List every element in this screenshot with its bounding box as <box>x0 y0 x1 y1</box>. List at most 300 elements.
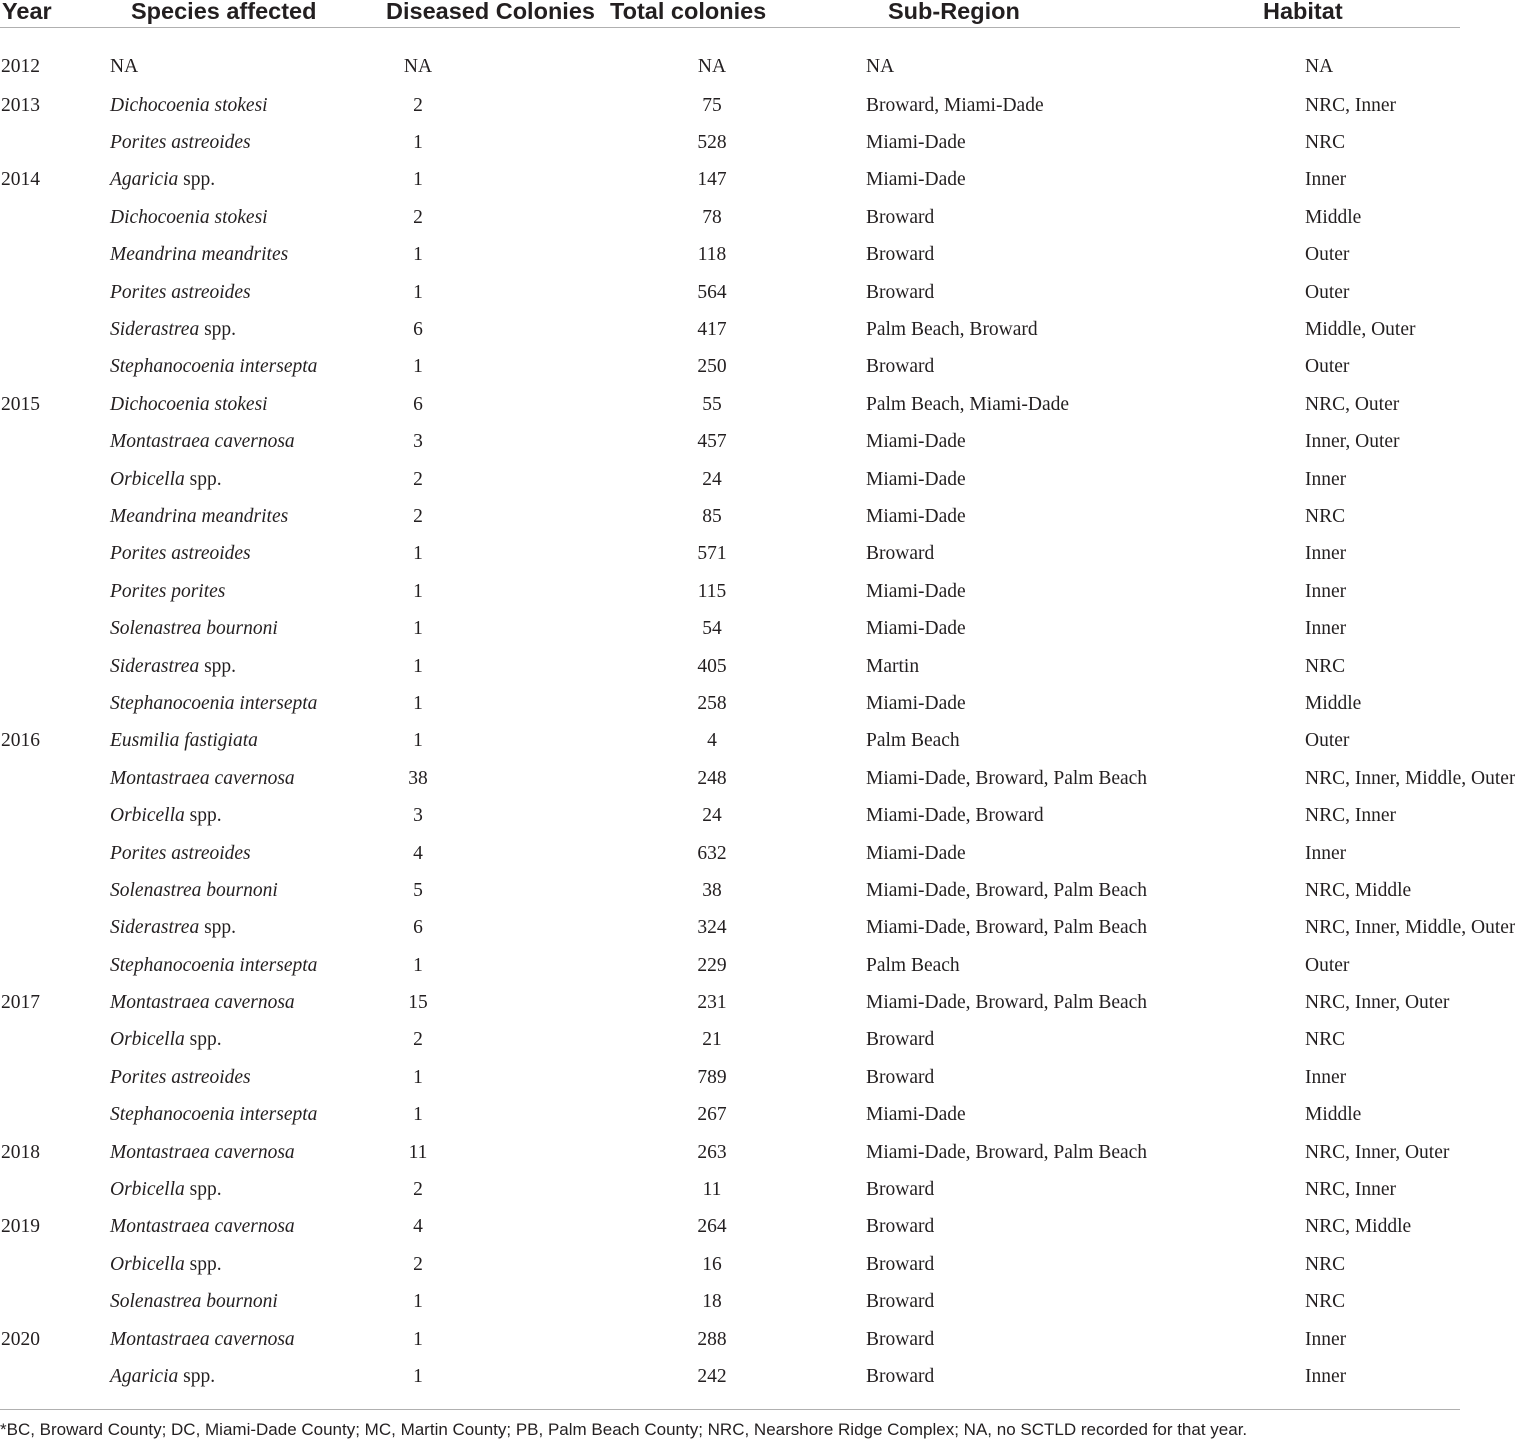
species-name: Porites astreoides <box>110 543 251 565</box>
species-name: Dichocoenia stokesi <box>110 94 268 116</box>
species-suffix: NA <box>110 56 139 77</box>
table-row <box>0 573 1460 610</box>
species-name: Meandrina meandrites <box>110 244 289 266</box>
cell-species <box>110 835 329 872</box>
cell-species <box>110 498 329 535</box>
cell-total-colonies: 38 <box>702 879 722 901</box>
cell-total-colonies: 115 <box>697 580 727 602</box>
cell-habitat: Inner <box>1305 580 1347 602</box>
cell-sub-region: Broward, Miami-Dade <box>866 94 1044 116</box>
species-suffix: spp. <box>184 1179 222 1201</box>
table-row <box>0 984 1460 1021</box>
cell-species <box>110 461 329 498</box>
cell-species <box>110 685 329 722</box>
table-row <box>0 648 1460 685</box>
cell-sub-region: Miami-Dade, Broward, Palm Beach <box>866 917 1148 939</box>
cell-diseased-colonies: 3 <box>413 805 423 827</box>
cell-diseased-colonies: 4 <box>413 842 423 864</box>
species-suffix: spp. <box>184 805 222 827</box>
table-row <box>0 910 1460 947</box>
cell-species <box>110 28 329 88</box>
cell-habitat: NRC, Middle <box>1305 1216 1412 1238</box>
table-row <box>0 424 1460 461</box>
cell-species <box>110 1171 329 1208</box>
species-suffix: spp. <box>178 169 216 191</box>
cell-species <box>110 1209 329 1246</box>
cell-diseased-colonies: 6 <box>413 393 423 415</box>
cell-total-colonies: 231 <box>697 992 727 1014</box>
cell-diseased-colonies: 15 <box>408 992 428 1014</box>
species-name: Orbicella <box>110 805 185 827</box>
cell-habitat: Middle <box>1305 1104 1362 1126</box>
cell-habitat: NRC <box>1305 132 1346 154</box>
cell-habitat: Outer <box>1305 954 1350 976</box>
cell-year <box>0 237 110 274</box>
cell-total-colonies: 24 <box>702 805 722 827</box>
cell-species <box>110 872 329 909</box>
cell-habitat: Inner <box>1305 1365 1347 1387</box>
cell-diseased-colonies: 3 <box>413 431 423 453</box>
species-name: Stephanocoenia intersepta <box>110 356 318 378</box>
cell-habitat: NRC, Middle <box>1305 879 1412 901</box>
species-name: Orbicella <box>110 1253 185 1275</box>
cell-sub-region: Broward <box>866 1216 935 1238</box>
table-row <box>0 1022 1460 1059</box>
cell-species <box>110 797 329 834</box>
cell-year: 2014 <box>1 169 40 191</box>
cell-species <box>110 536 329 573</box>
cell-year <box>0 1059 110 1096</box>
cell-habitat: Inner <box>1305 842 1347 864</box>
cell-total-colonies: 78 <box>702 206 722 228</box>
cell-year <box>0 424 110 461</box>
cell-year <box>0 1358 110 1410</box>
cell-diseased-colonies: 1 <box>413 580 423 602</box>
cell-total-colonies: 242 <box>697 1365 727 1387</box>
cell-year <box>0 311 110 348</box>
cell-habitat: NRC <box>1305 655 1346 677</box>
cell-sub-region: Miami-Dade, Broward, Palm Beach <box>866 767 1148 789</box>
cell-sub-region: Martin <box>866 655 920 677</box>
species-name: Stephanocoenia intersepta <box>110 1104 318 1126</box>
species-name: Montastraea cavernosa <box>110 1216 295 1238</box>
cell-year <box>0 124 110 161</box>
cell-habitat: NRC, Outer <box>1305 393 1400 415</box>
cell-sub-region: Broward <box>866 356 935 378</box>
cell-sub-region: Miami-Dade <box>866 505 966 527</box>
cell-diseased-colonies: 1 <box>413 132 423 154</box>
species-name: Montastraea cavernosa <box>110 1328 295 1350</box>
table-row <box>0 1059 1460 1096</box>
header-year: Year <box>0 0 110 28</box>
cell-year <box>0 461 110 498</box>
cell-diseased-colonies: 5 <box>413 879 423 901</box>
cell-total-colonies: 21 <box>702 1029 722 1051</box>
cell-total-colonies: 267 <box>697 1104 727 1126</box>
cell-species <box>110 1059 329 1096</box>
cell-diseased-colonies: 1 <box>413 655 423 677</box>
species-name: Eusmilia fastigiata <box>110 730 258 752</box>
cell-sub-region: Miami-Dade <box>866 842 966 864</box>
cell-year <box>0 1284 110 1321</box>
cell-habitat: NA <box>1305 56 1334 77</box>
cell-sub-region: Palm Beach <box>866 730 960 752</box>
species-name: Solenastrea bournoni <box>110 618 278 640</box>
cell-habitat: Outer <box>1305 281 1350 303</box>
species-name: Siderastrea <box>110 655 200 677</box>
cell-species <box>110 1358 329 1410</box>
species-name: Montastraea cavernosa <box>110 767 295 789</box>
cell-total-colonies: 632 <box>697 842 727 864</box>
table-row <box>0 797 1460 834</box>
cell-species <box>110 274 329 311</box>
species-name: Porites astreoides <box>110 842 251 864</box>
species-suffix: spp. <box>178 1365 216 1387</box>
species-name: Montastraea cavernosa <box>110 992 295 1014</box>
cell-habitat: NRC <box>1305 1291 1346 1313</box>
header-total-colonies: Total colonies <box>607 0 818 28</box>
cell-habitat: Inner <box>1305 1328 1347 1350</box>
cell-total-colonies: 457 <box>697 431 727 453</box>
cell-total-colonies: 528 <box>697 132 727 154</box>
cell-habitat: NRC, Inner, Outer <box>1305 1141 1450 1163</box>
cell-total-colonies: 417 <box>697 319 727 341</box>
species-name: Stephanocoenia intersepta <box>110 954 318 976</box>
cell-habitat: Inner, Outer <box>1305 431 1400 453</box>
table-row <box>0 1209 1460 1246</box>
cell-year <box>0 274 110 311</box>
table-row <box>0 28 1460 88</box>
table-row <box>0 610 1460 647</box>
cell-habitat: Outer <box>1305 244 1350 266</box>
cell-year: 2018 <box>1 1141 40 1163</box>
cell-sub-region: Palm Beach, Broward <box>866 319 1038 341</box>
cell-species <box>110 760 329 797</box>
cell-habitat: Inner <box>1305 618 1347 640</box>
table-row <box>0 349 1460 386</box>
cell-year <box>0 1097 110 1134</box>
species-name: Orbicella <box>110 468 185 490</box>
species-name: Orbicella <box>110 1179 185 1201</box>
cell-sub-region: Broward <box>866 1029 935 1051</box>
cell-year <box>0 648 110 685</box>
cell-species <box>110 124 329 161</box>
cell-diseased-colonies: 4 <box>413 1216 423 1238</box>
cell-total-colonies: 24 <box>702 468 722 490</box>
cell-species <box>110 573 329 610</box>
cell-sub-region: Broward <box>866 1253 935 1275</box>
cell-sub-region: Broward <box>866 1328 935 1350</box>
cell-year <box>0 573 110 610</box>
cell-total-colonies: 250 <box>697 356 727 378</box>
cell-sub-region: Broward <box>866 1179 935 1201</box>
species-name: Siderastrea <box>110 319 200 341</box>
cell-year <box>0 536 110 573</box>
table-row <box>0 199 1460 236</box>
cell-sub-region: Miami-Dade <box>866 132 966 154</box>
table-body <box>0 28 1515 1411</box>
cell-species <box>110 910 329 947</box>
cell-habitat: Middle <box>1305 692 1362 714</box>
cell-total-colonies: 85 <box>702 505 722 527</box>
cell-total-colonies: 54 <box>702 618 722 640</box>
cell-year <box>0 872 110 909</box>
cell-year: 2019 <box>1 1216 40 1238</box>
table-row <box>0 760 1460 797</box>
cell-species <box>110 723 329 760</box>
cell-year: 2015 <box>1 393 40 415</box>
species-name: Dichocoenia stokesi <box>110 206 268 228</box>
species-name: Porites astreoides <box>110 281 251 303</box>
table-row <box>0 1171 1460 1208</box>
table-row <box>0 1134 1460 1171</box>
cell-habitat: NRC, Inner <box>1305 805 1396 827</box>
cell-sub-region: Broward <box>866 1365 935 1387</box>
table-row <box>0 274 1460 311</box>
cell-year <box>0 1171 110 1208</box>
cell-total-colonies: 55 <box>702 393 722 415</box>
species-name: Dichocoenia stokesi <box>110 393 268 415</box>
cell-species <box>110 1246 329 1283</box>
cell-year <box>0 349 110 386</box>
cell-sub-region: Broward <box>866 543 935 565</box>
table-row <box>0 1284 1460 1321</box>
header-species: Species affected <box>110 0 329 28</box>
species-name: Orbicella <box>110 1029 185 1051</box>
cell-habitat: NRC <box>1305 505 1346 527</box>
cell-year <box>0 835 110 872</box>
cell-year <box>0 910 110 947</box>
cell-habitat: Outer <box>1305 730 1350 752</box>
cell-sub-region: Miami-Dade, Broward, Palm Beach <box>866 992 1148 1014</box>
cell-year <box>0 498 110 535</box>
cell-sub-region: Broward <box>866 244 935 266</box>
cell-diseased-colonies: 1 <box>413 281 423 303</box>
cell-year: 2016 <box>1 730 40 752</box>
species-name: Montastraea cavernosa <box>110 431 295 453</box>
table-row <box>0 536 1460 573</box>
cell-total-colonies: 16 <box>702 1253 722 1275</box>
species-name: Meandrina meandrites <box>110 505 289 527</box>
cell-year <box>0 797 110 834</box>
cell-diseased-colonies: 2 <box>413 1029 423 1051</box>
cell-sub-region: Miami-Dade, Broward, Palm Beach <box>866 1141 1148 1163</box>
cell-year: 2017 <box>1 992 40 1014</box>
cell-total-colonies: 564 <box>697 281 727 303</box>
table-row <box>0 237 1460 274</box>
cell-diseased-colonies: 2 <box>413 94 423 116</box>
cell-habitat: Inner <box>1305 543 1347 565</box>
cell-species <box>110 386 329 423</box>
cell-habitat: NRC, Inner <box>1305 1179 1396 1201</box>
cell-diseased-colonies: 1 <box>413 543 423 565</box>
cell-species <box>110 162 329 199</box>
cell-sub-region: Broward <box>866 281 935 303</box>
cell-sub-region: Miami-Dade <box>866 1104 966 1126</box>
cell-habitat: NRC, Inner, Middle, Outer <box>1305 767 1515 789</box>
species-suffix: spp. <box>184 468 222 490</box>
table-row <box>0 461 1460 498</box>
table-row <box>0 723 1460 760</box>
cell-year <box>0 760 110 797</box>
species-name: Solenastrea bournoni <box>110 1291 278 1313</box>
cell-species <box>110 1097 329 1134</box>
cell-diseased-colonies: 1 <box>413 244 423 266</box>
species-name: Agaricia <box>110 1365 179 1387</box>
cell-year <box>0 1022 110 1059</box>
cell-total-colonies: 18 <box>702 1291 722 1313</box>
header-row <box>0 0 1460 28</box>
cell-species <box>110 1134 329 1171</box>
cell-habitat: Middle, Outer <box>1305 319 1416 341</box>
cell-sub-region: NA <box>866 56 895 77</box>
table-row <box>0 87 1460 124</box>
cell-sub-region: Broward <box>866 1291 935 1313</box>
cell-species <box>110 87 329 124</box>
table-header <box>0 0 1460 28</box>
cell-year <box>0 947 110 984</box>
table-row <box>0 872 1460 909</box>
cell-species <box>110 1022 329 1059</box>
cell-sub-region: Miami-Dade <box>866 468 966 490</box>
cell-sub-region: Miami-Dade, Broward, Palm Beach <box>866 879 1148 901</box>
cell-species <box>110 1284 329 1321</box>
cell-habitat: NRC, Inner, Outer <box>1305 992 1450 1014</box>
cell-total-colonies: 75 <box>702 94 722 116</box>
species-name: Siderastrea <box>110 917 200 939</box>
cell-total-colonies: 324 <box>697 917 727 939</box>
cell-diseased-colonies: 1 <box>413 730 423 752</box>
cell-year: 2020 <box>1 1328 40 1350</box>
cell-diseased-colonies: 1 <box>413 1066 423 1088</box>
cell-diseased-colonies: 1 <box>413 1104 423 1126</box>
species-suffix: spp. <box>184 1029 222 1051</box>
cell-habitat: Inner <box>1305 169 1347 191</box>
cell-species <box>110 311 329 348</box>
cell-diseased-colonies: 1 <box>413 618 423 640</box>
table-row <box>0 1321 1460 1358</box>
species-suffix: spp. <box>184 1253 222 1275</box>
cell-species <box>110 984 329 1021</box>
table-row <box>0 162 1460 199</box>
species-suffix: spp. <box>199 917 237 939</box>
cell-habitat: Outer <box>1305 356 1350 378</box>
table-footnote: *BC, Broward County; DC, Miami-Dade County; MC, Martin County; PB, Palm Beach County; NRC, Nearshore Ridge Complex; NA, no SCTLD recorded for that year. <box>0 1409 1460 1440</box>
cell-total-colonies: 11 <box>702 1179 722 1201</box>
cell-diseased-colonies: 1 <box>413 954 423 976</box>
cell-habitat: Inner <box>1305 468 1347 490</box>
cell-total-colonies: 263 <box>697 1141 727 1163</box>
cell-year <box>0 199 110 236</box>
cell-total-colonies: 118 <box>697 244 727 266</box>
table-row <box>0 386 1460 423</box>
table-row <box>0 835 1460 872</box>
cell-year <box>0 1246 110 1283</box>
cell-total-colonies: 229 <box>697 954 727 976</box>
cell-total-colonies: 405 <box>697 655 727 677</box>
species-name: Stephanocoenia intersepta <box>110 692 318 714</box>
cell-total-colonies: 258 <box>697 692 727 714</box>
cell-habitat: NRC <box>1305 1029 1346 1051</box>
cell-habitat: Middle <box>1305 206 1362 228</box>
table-row <box>0 1097 1460 1134</box>
cell-diseased-colonies: 1 <box>413 1328 423 1350</box>
cell-diseased-colonies: 6 <box>413 319 423 341</box>
cell-year <box>0 610 110 647</box>
cell-habitat: NRC <box>1305 1253 1346 1275</box>
species-name: Porites astreoides <box>110 132 251 154</box>
cell-sub-region: Miami-Dade, Broward <box>866 805 1044 827</box>
cell-diseased-colonies: 1 <box>413 692 423 714</box>
species-name: Porites porites <box>110 580 226 602</box>
cell-sub-region: Miami-Dade <box>866 618 966 640</box>
cell-species <box>110 947 329 984</box>
species-name: Solenastrea bournoni <box>110 879 278 901</box>
table-row <box>0 124 1460 161</box>
cell-habitat: Inner <box>1305 1066 1347 1088</box>
cell-sub-region: Broward <box>866 1066 935 1088</box>
cell-diseased-colonies: 1 <box>413 356 423 378</box>
cell-diseased-colonies: 1 <box>413 1365 423 1387</box>
cell-sub-region: Miami-Dade <box>866 169 966 191</box>
cell-sub-region: Broward <box>866 206 935 228</box>
cell-sub-region: Palm Beach, Miami-Dade <box>866 393 1070 415</box>
cell-diseased-colonies: 2 <box>413 1253 423 1275</box>
table-row <box>0 947 1460 984</box>
cell-diseased-colonies: 2 <box>413 468 423 490</box>
cell-sub-region: Miami-Dade <box>866 580 966 602</box>
table-row <box>0 1246 1460 1283</box>
cell-diseased-colonies: 11 <box>408 1141 428 1163</box>
cell-diseased-colonies: 2 <box>413 1179 423 1201</box>
cell-total-colonies: 248 <box>697 767 727 789</box>
cell-total-colonies: 264 <box>697 1216 727 1238</box>
species-suffix: spp. <box>199 655 237 677</box>
cell-species <box>110 199 329 236</box>
species-name: Agaricia <box>110 169 179 191</box>
table-row <box>0 685 1460 722</box>
header-habitat: Habitat <box>1178 0 1460 28</box>
cell-habitat: NRC, Inner, Middle, Outer <box>1305 917 1515 939</box>
cell-year <box>0 685 110 722</box>
table-row <box>0 1358 1460 1410</box>
table-row <box>0 311 1460 348</box>
cell-species <box>110 424 329 461</box>
species-name: Porites astreoides <box>110 1066 251 1088</box>
cell-species <box>110 610 329 647</box>
cell-sub-region: Miami-Dade <box>866 692 966 714</box>
cell-species <box>110 349 329 386</box>
cell-diseased-colonies: 1 <box>413 1291 423 1313</box>
cell-sub-region: Miami-Dade <box>866 431 966 453</box>
table-row <box>0 498 1460 535</box>
header-sub-region: Sub-Region <box>818 0 1178 28</box>
cell-total-colonies: NA <box>697 56 727 77</box>
cell-year: 2013 <box>1 94 40 116</box>
cell-sub-region: Palm Beach <box>866 954 960 976</box>
cell-diseased-colonies: 6 <box>413 917 423 939</box>
cell-species <box>110 237 329 274</box>
cell-total-colonies: 789 <box>697 1066 727 1088</box>
species-name: Montastraea cavernosa <box>110 1141 295 1163</box>
cell-total-colonies: 288 <box>697 1328 727 1350</box>
cell-diseased-colonies: 38 <box>408 767 428 789</box>
cell-year: 2012 <box>1 56 40 77</box>
cell-habitat: NRC, Inner <box>1305 94 1396 116</box>
cell-species <box>110 648 329 685</box>
cell-diseased-colonies: 2 <box>413 505 423 527</box>
cell-species <box>110 1321 329 1358</box>
